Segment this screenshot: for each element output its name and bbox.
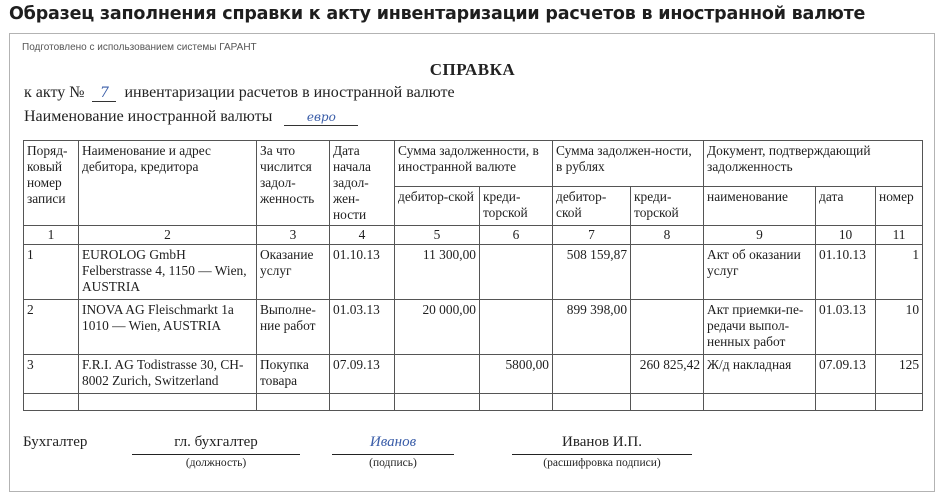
- empty-cell: [330, 394, 395, 411]
- header-rub-sum: Сумма задолжен-ности, в рублях: [553, 141, 704, 187]
- row-no: 2: [24, 300, 79, 355]
- header-date: Дата начала задол-жен-ности: [330, 141, 395, 226]
- column-number: 4: [330, 226, 395, 245]
- column-number: 9: [704, 226, 816, 245]
- row-fx-debit: 20 000,00: [395, 300, 480, 355]
- row-fx-credit: 5800,00: [480, 355, 553, 394]
- row-date: 01.10.13: [330, 245, 395, 300]
- header-document: Документ, подтверждающий задолженность: [704, 141, 923, 187]
- row-date: 07.09.13: [330, 355, 395, 394]
- row-rub-debit: [553, 355, 631, 394]
- header-foreign-sum: Сумма задолженности, в иностранной валюте: [395, 141, 553, 187]
- row-doc-date: 01.03.13: [816, 300, 876, 355]
- row-doc-name: Ж/д накладная: [704, 355, 816, 394]
- header-row-number: Поряд-ковый номер записи: [24, 141, 79, 226]
- row-doc-date: 01.10.13: [816, 245, 876, 300]
- column-number: 7: [553, 226, 631, 245]
- empty-cell: [631, 394, 704, 411]
- empty-row: [24, 394, 923, 411]
- row-debtor: INOVA AG Fleischmarkt 1a 1010 — Wien, AUSTRIA: [79, 300, 257, 355]
- column-number: 2: [79, 226, 257, 245]
- header-reason: За что числится задол-женность: [257, 141, 330, 226]
- currency-label: Наименование иностранной валюты: [24, 108, 273, 125]
- position-value: гл. бухгалтер: [132, 434, 300, 455]
- header-row-1: [24, 141, 923, 187]
- row-debtor: F.R.I. AG Todistrasse 30, CH-8002 Zurich, Switzerland: [79, 355, 257, 394]
- source-note: Подготовлено с использованием системы ГАРАНТ: [22, 42, 257, 53]
- column-number: 8: [631, 226, 704, 245]
- row-doc-number: 10: [876, 300, 923, 355]
- row-doc-date: 07.09.13: [816, 355, 876, 394]
- table-row: [24, 245, 923, 300]
- header-rub-debit: дебитор-ской: [553, 186, 631, 225]
- page-title: Образец заполнения справки к акту инвентаризации расчетов в иностранной валюте: [9, 4, 866, 24]
- row-rub-credit: [631, 300, 704, 355]
- column-number: 10: [816, 226, 876, 245]
- row-fx-debit: 11 300,00: [395, 245, 480, 300]
- column-numbers-row: [24, 226, 923, 245]
- empty-cell: [480, 394, 553, 411]
- row-rub-debit: 508 159,87: [553, 245, 631, 300]
- name-value: Иванов И.П.: [512, 434, 692, 455]
- empty-cell: [79, 394, 257, 411]
- row-debtor: EUROLOG GmbH Felberstrasse 4, 1150 — Wien, AUSTRIA: [79, 245, 257, 300]
- row-doc-name: Акт приемки-пе-редачи выпол-ненных работ: [704, 300, 816, 355]
- empty-cell: [395, 394, 480, 411]
- row-fx-credit: [480, 245, 553, 300]
- name-caption: (расшифровка подписи): [543, 457, 661, 469]
- header-fx-debit: дебитор-ской: [395, 186, 480, 225]
- column-number: 1: [24, 226, 79, 245]
- row-fx-credit: [480, 300, 553, 355]
- handwritten-signature: Иванов: [332, 434, 454, 455]
- position-caption: (должность): [185, 457, 247, 469]
- empty-cell: [816, 394, 876, 411]
- column-number: 3: [257, 226, 330, 245]
- column-number: 6: [480, 226, 553, 245]
- header-doc-number: номер: [876, 186, 923, 225]
- act-prefix: к акту №: [24, 84, 85, 101]
- row-no: 3: [24, 355, 79, 394]
- empty-cell: [876, 394, 923, 411]
- row-rub-credit: [631, 245, 704, 300]
- act-suffix: инвентаризации расчетов в иностранной валюте: [124, 84, 455, 101]
- row-reason: Покупка товара: [257, 355, 330, 394]
- position-block: [132, 434, 300, 469]
- empty-cell: [704, 394, 816, 411]
- column-number: 5: [395, 226, 480, 245]
- currency-value: евро: [284, 109, 358, 126]
- row-rub-debit: 899 398,00: [553, 300, 631, 355]
- row-date: 01.03.13: [330, 300, 395, 355]
- inventory-table: [23, 140, 923, 411]
- signature-block: [332, 434, 454, 469]
- document-title: СПРАВКА: [429, 60, 516, 79]
- row-doc-number: 125: [876, 355, 923, 394]
- header-fx-credit: креди-торской: [480, 186, 553, 225]
- empty-cell: [553, 394, 631, 411]
- row-doc-number: 1: [876, 245, 923, 300]
- act-line: [24, 84, 455, 102]
- table-row: [24, 355, 923, 394]
- currency-line: [24, 108, 358, 126]
- header-doc-date: дата: [816, 186, 876, 225]
- table-row: [24, 300, 923, 355]
- signature-caption: (подпись): [369, 457, 417, 469]
- row-rub-credit: 260 825,42: [631, 355, 704, 394]
- name-block: [512, 434, 692, 469]
- header-debtor: Наименование и адрес дебитора, кредитора: [79, 141, 257, 226]
- row-no: 1: [24, 245, 79, 300]
- column-number: 11: [876, 226, 923, 245]
- row-fx-debit: [395, 355, 480, 394]
- empty-cell: [24, 394, 79, 411]
- header-doc-name: наименование: [704, 186, 816, 225]
- row-reason: Оказание услуг: [257, 245, 330, 300]
- signature-label: Бухгалтер: [23, 434, 88, 450]
- empty-cell: [257, 394, 330, 411]
- act-number: 7: [92, 85, 116, 102]
- row-reason: Выполне-ние работ: [257, 300, 330, 355]
- header-rub-credit: креди-торской: [631, 186, 704, 225]
- row-doc-name: Акт об оказании услуг: [704, 245, 816, 300]
